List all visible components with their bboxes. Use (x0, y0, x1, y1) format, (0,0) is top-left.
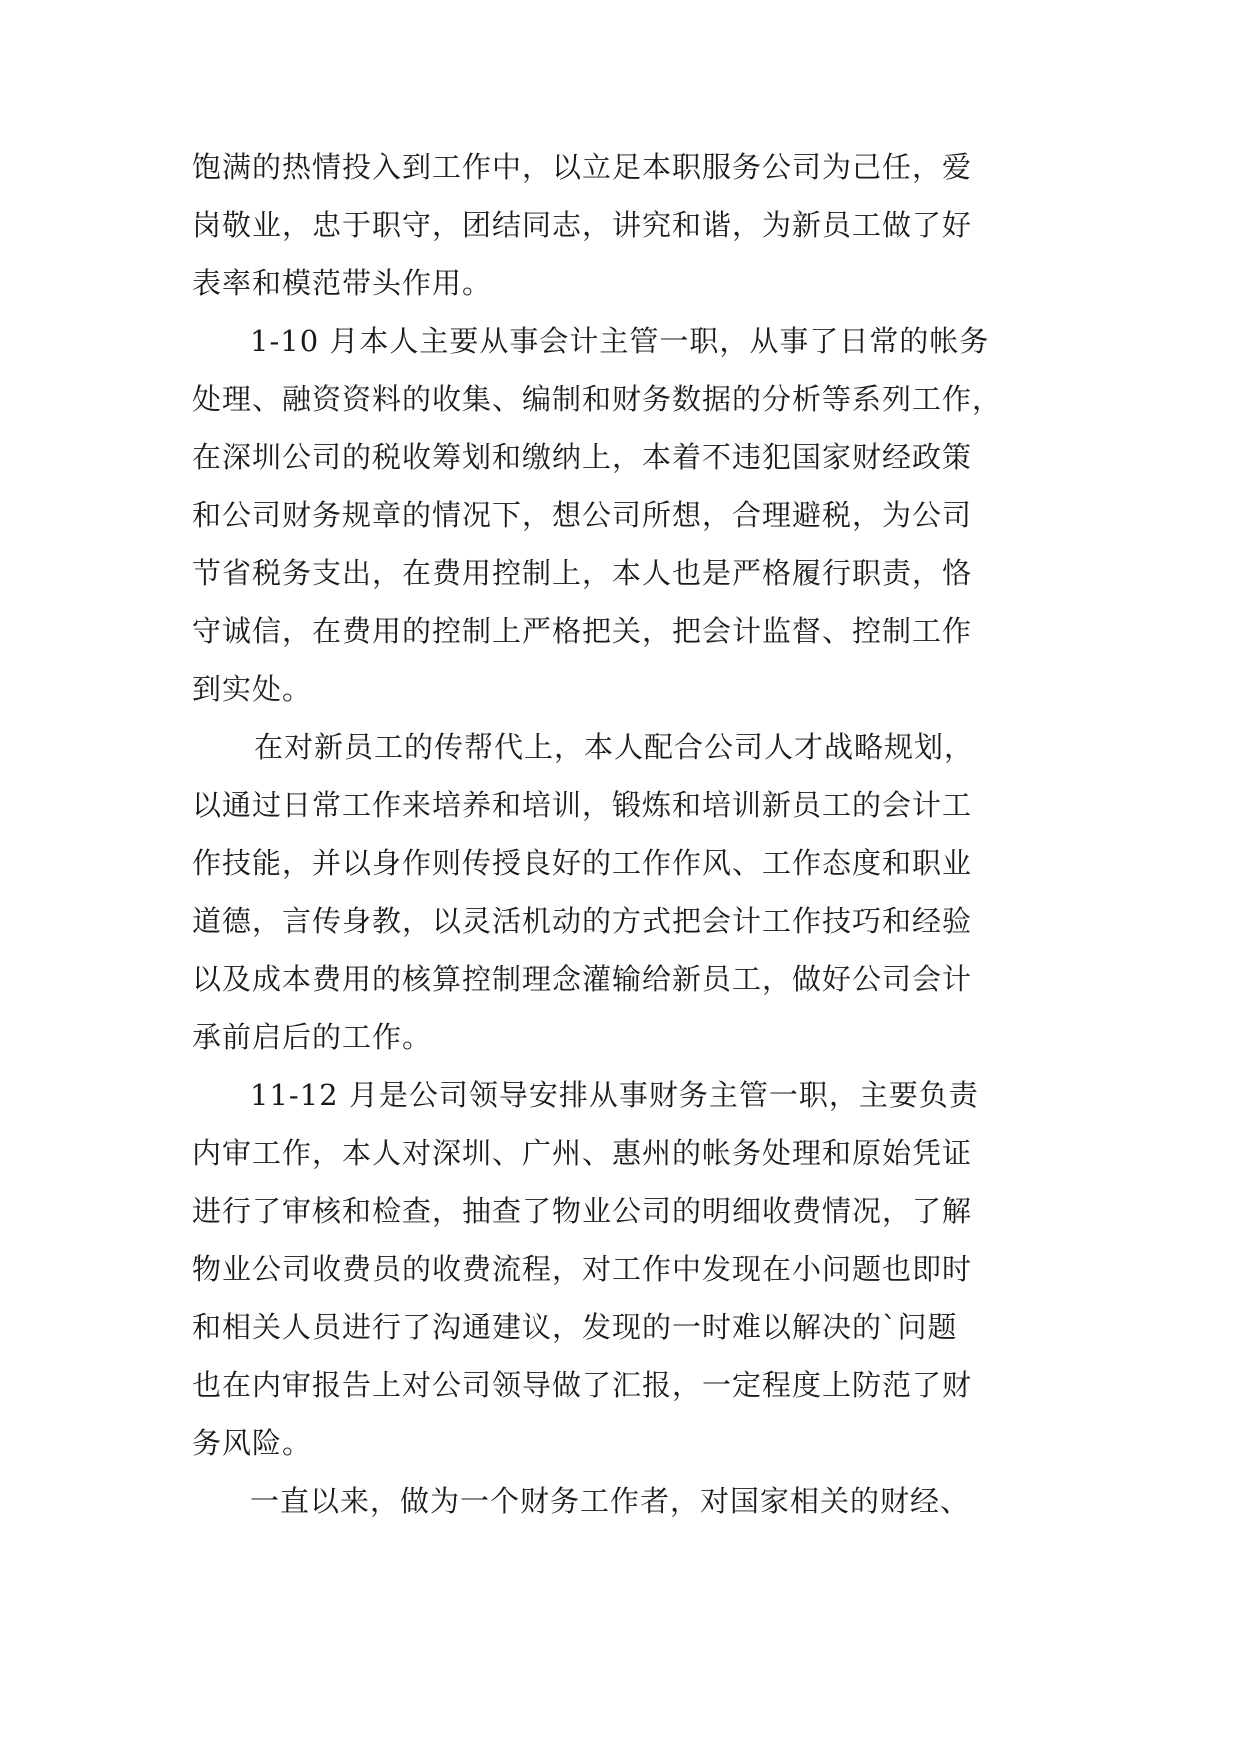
text-line: 和公司财务规章的情况下，想公司所想，合理避税，为公司 (192, 498, 973, 532)
text-line: 11-12 月是公司领导安排从事财务主管一职，主要负责 (250, 1078, 979, 1112)
text-line: 到实处。 (192, 672, 313, 706)
text-line: 进行了审核和检查，抽查了物业公司的明细收费情况，了解 (192, 1194, 973, 1228)
text-line: 道德，言传身教，以灵活机动的方式把会计工作技巧和经验 (192, 904, 973, 938)
text-line: 和相关人员进行了沟通建议，发现的一时难以解决的`问题 (192, 1310, 958, 1344)
text-line: 在对新员工的传帮代上，本人配合公司人才战略规划， (254, 730, 975, 764)
text-line: 物业公司收费员的收费流程，对工作中发现在小问题也即时 (192, 1252, 973, 1286)
text-line: 处理、融资资料的收集、编制和财务数据的分析等系列工作， (192, 382, 1003, 416)
text-line: 作技能，并以身作则传授良好的工作作风、工作态度和职业 (192, 846, 973, 880)
text-line: 一直以来，做为一个财务工作者，对国家相关的财经、 (250, 1484, 971, 1518)
text-line: 也在内审报告上对公司领导做了汇报，一定程度上防范了财 (192, 1368, 973, 1402)
text-line: 1-10 月本人主要从事会计主管一职，从事了日常的帐务 (250, 324, 990, 358)
text-line: 以及成本费用的核算控制理念灌输给新员工，做好公司会计 (192, 962, 973, 996)
text-line: 内审工作，本人对深圳、广州、惠州的帐务处理和原始凭证 (192, 1136, 973, 1170)
text-line: 务风险。 (192, 1426, 313, 1460)
text-line: 岗敬业，忠于职守，团结同志，讲究和谐，为新员工做了好 (192, 208, 973, 242)
text-line: 守诚信，在费用的控制上严格把关，把会计监督、控制工作 (192, 614, 973, 648)
text-line: 饱满的热情投入到工作中，以立足本职服务公司为己任，爱 (192, 150, 973, 184)
text-line: 以通过日常工作来培养和培训，锻炼和培训新员工的会计工 (192, 788, 973, 822)
text-line: 在深圳公司的税收筹划和缴纳上，本着不违犯国家财经政策 (192, 440, 973, 474)
text-line: 节省税务支出，在费用控制上，本人也是严格履行职责，恪 (192, 556, 973, 590)
text-line: 承前启后的工作。 (192, 1020, 433, 1054)
text-line: 表率和模范带头作用。 (192, 266, 493, 300)
